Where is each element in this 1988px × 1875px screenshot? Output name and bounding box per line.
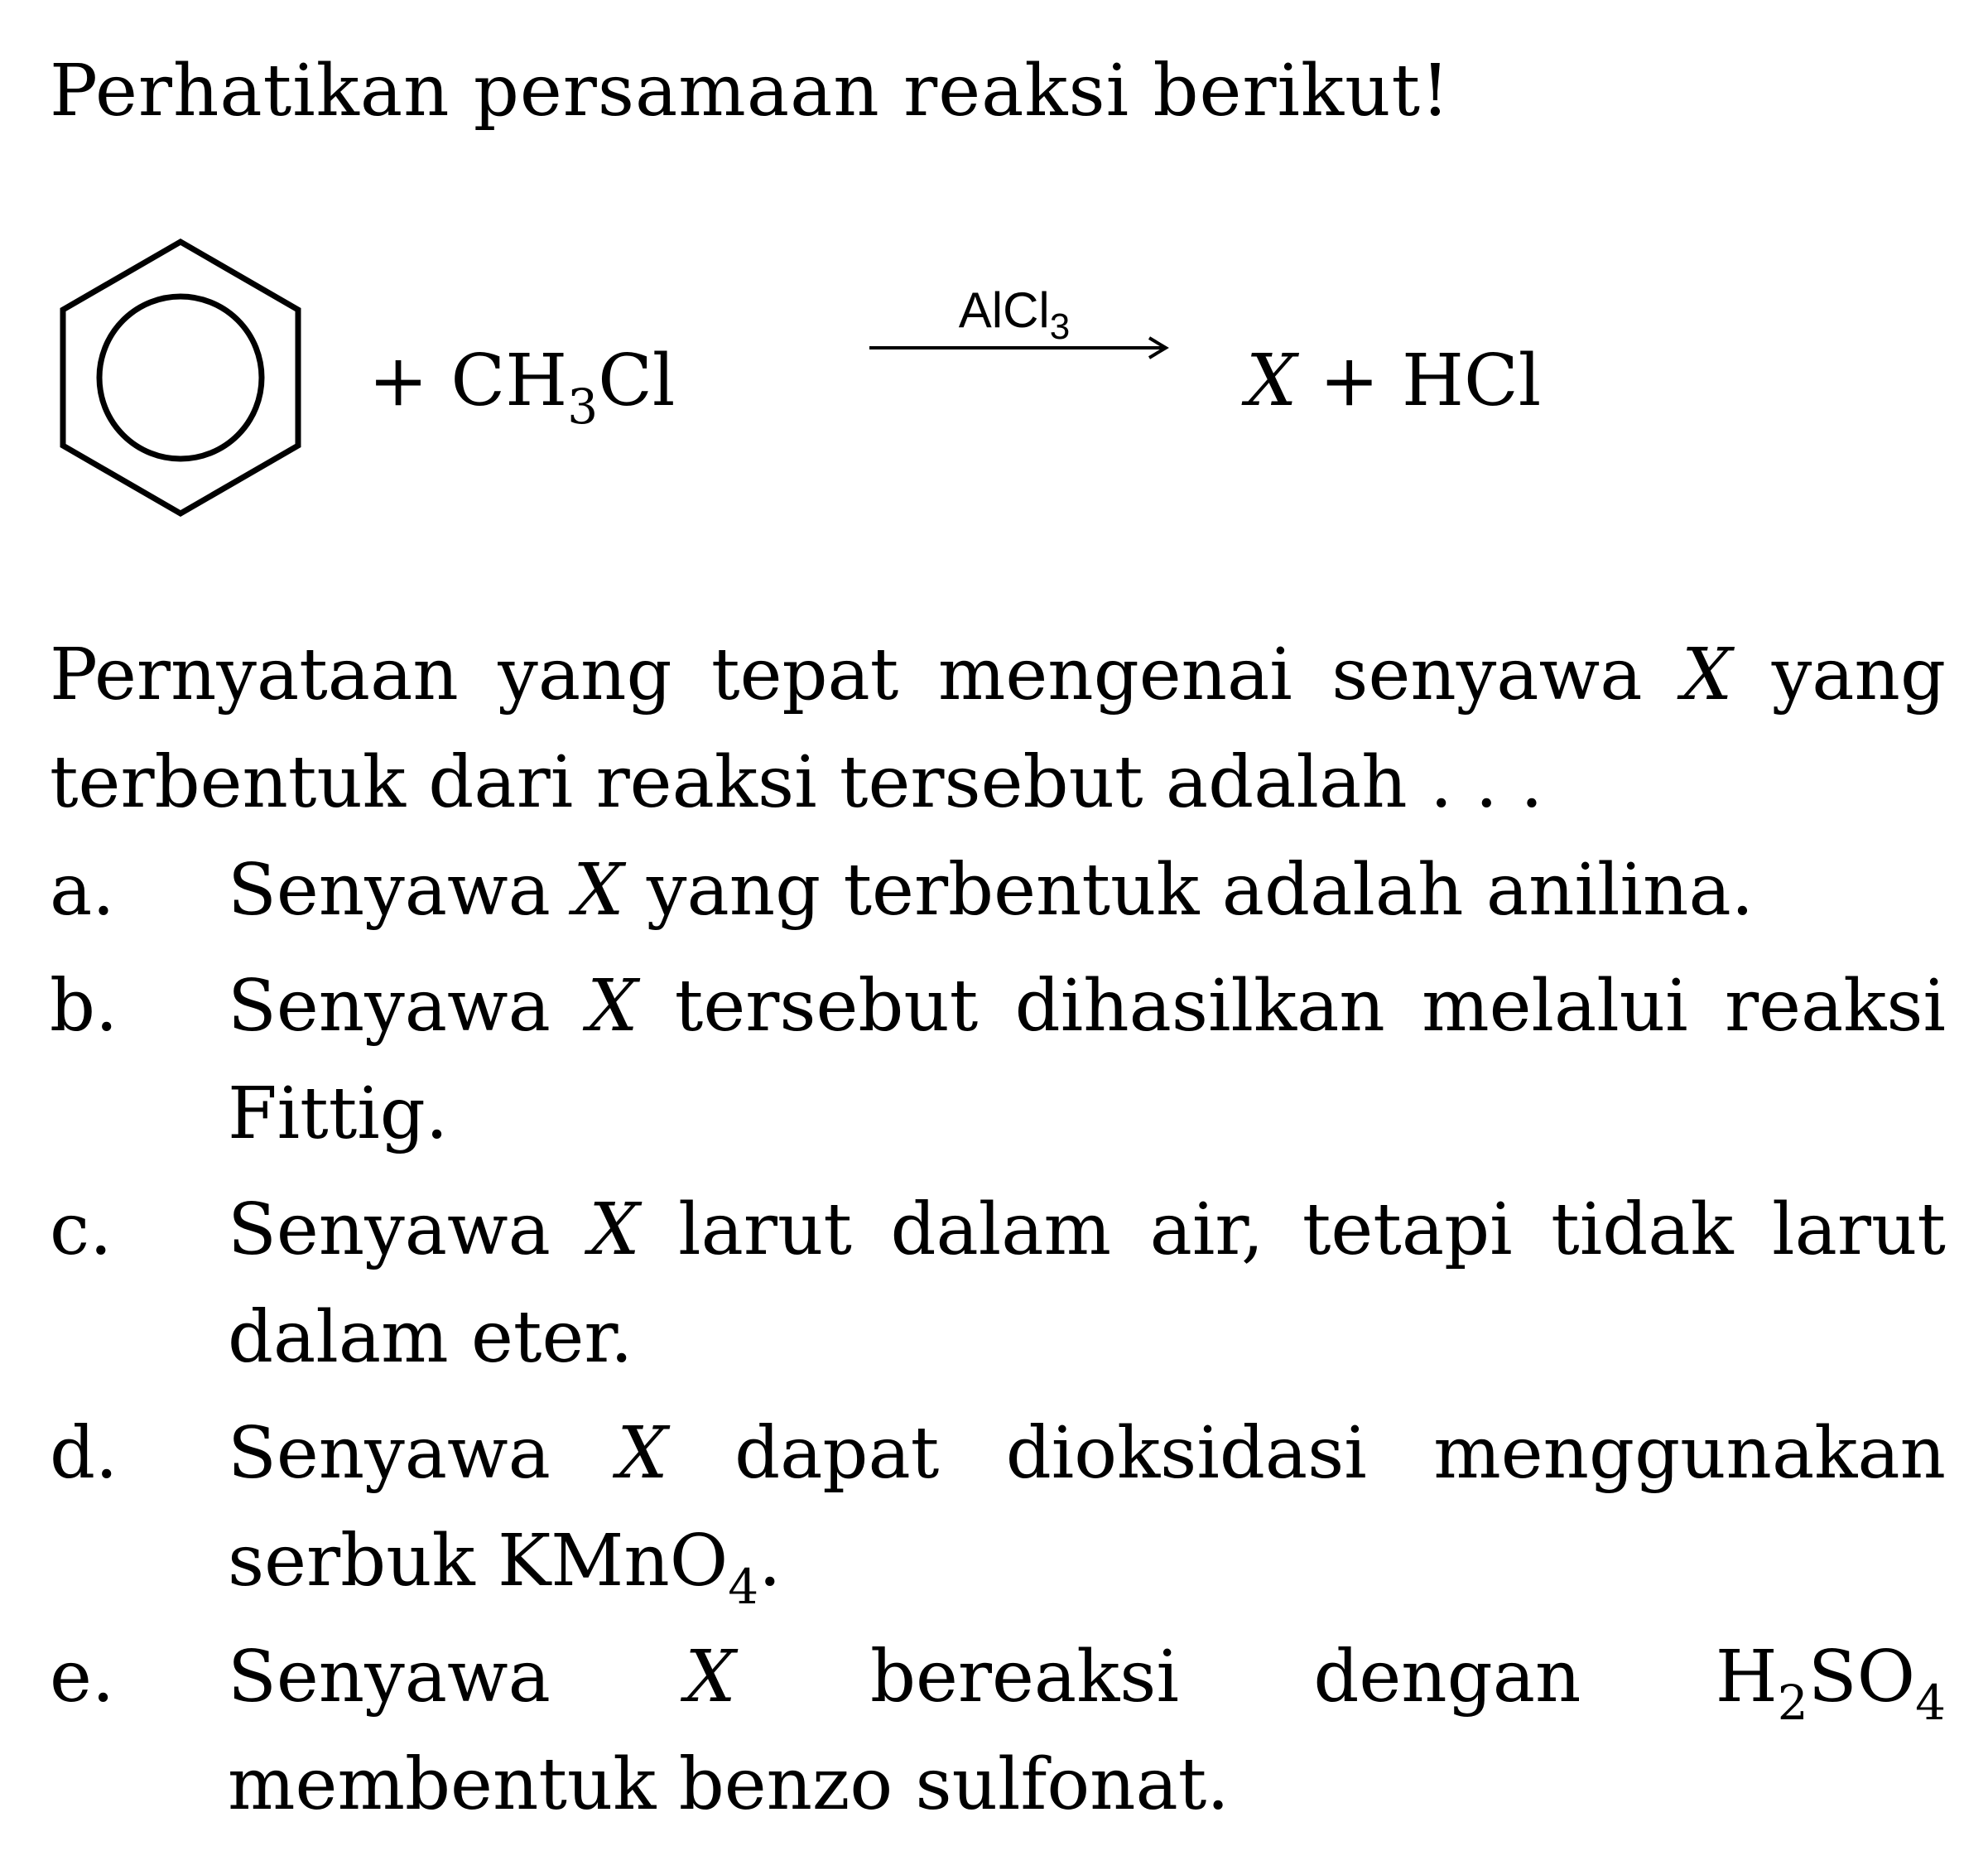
option-letter: c.: [50, 1188, 113, 1271]
answer-options: [50, 836, 1946, 1847]
intro-text: Perhatikan persamaan reaksi berikut!: [50, 50, 1451, 133]
option-letter: e.: [50, 1636, 115, 1718]
option-text: Senyawa X tersebut dihasilkan melalui reaksi Fittig.: [228, 965, 1946, 1155]
option-letter: a.: [50, 849, 115, 932]
benzene-ring-icon: [50, 232, 315, 547]
option-text: Senyawa X larut dalam air, tetapi tidak larut dalam eter.: [228, 1188, 1946, 1379]
reaction-equation: [50, 232, 1954, 547]
option-letter: d.: [50, 1412, 118, 1495]
option-letter: b.: [50, 965, 118, 1048]
question-text: Pernyataan yang tepat mengenai senyawa X yang terbentuk dari reaksi tersebut adalah . . .: [50, 634, 1946, 824]
product-side: X + HCl: [1246, 340, 1542, 422]
option-c[interactable]: [50, 1176, 1946, 1391]
option-text: Senyawa X bereaksi dengan $H_2SO_4$ membentuk benzo sulfonat.: [228, 1636, 1947, 1826]
option-e[interactable]: [50, 1623, 1946, 1839]
catalyst-label: AlCl$_3$: [958, 282, 1071, 347]
option-b[interactable]: [50, 952, 1946, 1168]
reactant-methyl-chloride: + $CH_3Cl$: [368, 340, 676, 435]
reaction-arrow-icon: [869, 331, 1176, 364]
option-d[interactable]: [50, 1400, 1946, 1615]
option-text: Senyawa X yang terbentuk adalah anilina.: [228, 849, 1755, 932]
option-a[interactable]: [50, 836, 1946, 944]
option-text: Senyawa X dapat dioksidasi menggunakan serbuk KMnO$_4$.: [228, 1412, 1946, 1615]
